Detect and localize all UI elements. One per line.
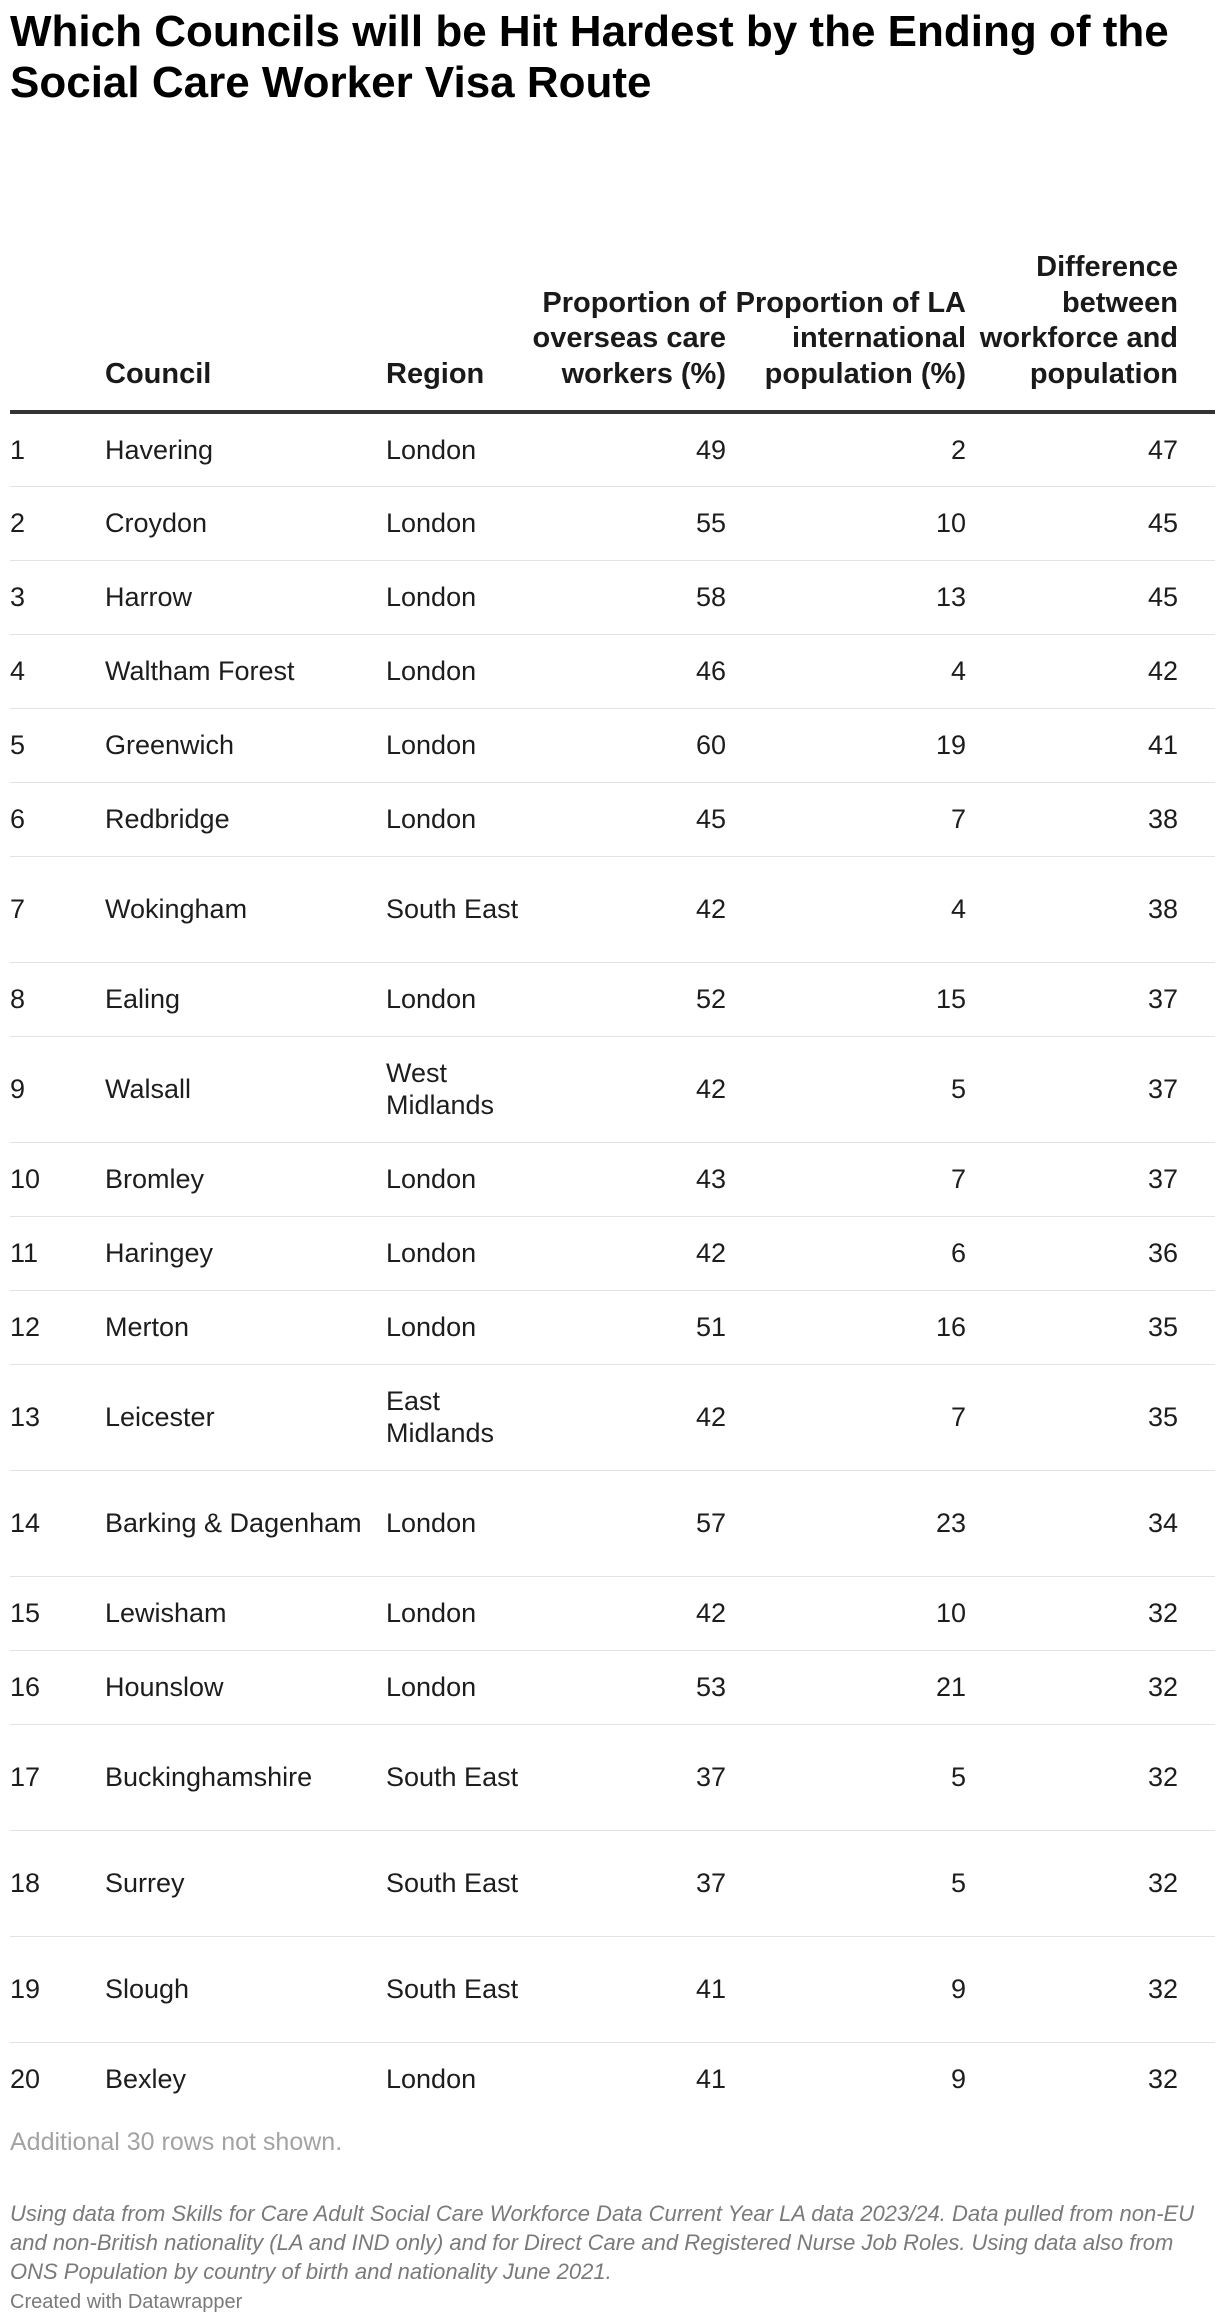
row-spacer xyxy=(1178,708,1215,782)
table-row xyxy=(10,1036,1215,1142)
international-population-cell: 9 xyxy=(950,2064,966,2095)
rank-cell: 14 xyxy=(10,1470,105,1576)
council-cell: Hounslow xyxy=(105,1650,386,1724)
region-cell: London xyxy=(386,708,526,782)
international-population-cell: 9 xyxy=(726,1936,966,2042)
difference-cell: 32 xyxy=(966,1724,1178,1830)
council-cell: Walsall xyxy=(105,1036,386,1142)
international-population-cell: 16 xyxy=(726,1290,966,1364)
region-cell: London xyxy=(386,1576,526,1650)
difference-cell: 37 xyxy=(966,962,1178,1036)
table-row xyxy=(10,486,1215,560)
header-region: Region xyxy=(386,158,526,412)
rank-cell: 12 xyxy=(10,1290,105,1364)
rank-cell: 20 xyxy=(10,2064,41,2095)
international-population-cell: 2 xyxy=(726,412,966,486)
overseas-care-workers-cell: 52 xyxy=(526,962,726,1036)
table-row xyxy=(10,708,1215,782)
region-cell: London xyxy=(386,1290,526,1364)
overseas-care-workers-cell: 49 xyxy=(526,412,726,486)
international-population-cell: 15 xyxy=(726,962,966,1036)
region-cell: London xyxy=(386,1470,526,1576)
rank-cell: 9 xyxy=(10,1036,105,1142)
overseas-care-workers-cell: 42 xyxy=(526,1036,726,1142)
difference-cell: 42 xyxy=(966,634,1178,708)
overseas-care-workers-cell: 43 xyxy=(526,1142,726,1216)
council-cell: Bromley xyxy=(105,1142,386,1216)
council-cell: Greenwich xyxy=(105,708,386,782)
region-cell: London xyxy=(386,782,526,856)
difference-cell: 45 xyxy=(966,486,1178,560)
rank-cell: 3 xyxy=(10,560,105,634)
table-row xyxy=(10,1650,1215,1724)
rank-cell: 19 xyxy=(10,1936,105,2042)
row-spacer xyxy=(1178,2042,1215,2116)
table-row xyxy=(10,1830,1215,1936)
international-population-cell: 5 xyxy=(726,1724,966,1830)
international-population-cell: 10 xyxy=(726,1576,966,1650)
council-cell: Bexley xyxy=(105,2064,187,2095)
difference-cell: 45 xyxy=(966,560,1178,634)
council-cell: Redbridge xyxy=(105,782,386,856)
council-cell: Harrow xyxy=(105,560,386,634)
region-cell: London xyxy=(386,2064,477,2095)
row-spacer xyxy=(1178,412,1215,486)
row-spacer xyxy=(1178,856,1215,962)
difference-cell: 36 xyxy=(966,1216,1178,1290)
overseas-care-workers-cell: 37 xyxy=(526,1830,726,1936)
table-row xyxy=(10,1142,1215,1216)
international-population-cell: 5 xyxy=(726,1830,966,1936)
difference-cell: 32 xyxy=(966,1830,1178,1936)
international-population-cell: 23 xyxy=(726,1470,966,1576)
table-row xyxy=(10,560,1215,634)
overseas-care-workers-cell: 58 xyxy=(526,560,726,634)
international-population-cell: 4 xyxy=(726,634,966,708)
rank-cell: 5 xyxy=(10,708,105,782)
table-header-row xyxy=(10,158,1215,412)
international-population-cell: 7 xyxy=(726,1142,966,1216)
row-spacer xyxy=(1178,1142,1215,1216)
international-population-cell: 7 xyxy=(726,1364,966,1470)
row-spacer xyxy=(1178,782,1215,856)
table-row xyxy=(10,1364,1215,1470)
header-overseas-care-workers: Proportion of overseas care workers (%) xyxy=(526,158,726,412)
international-population-cell: 4 xyxy=(726,856,966,962)
region-cell: London xyxy=(386,1650,526,1724)
council-cell: Haringey xyxy=(105,1216,386,1290)
overseas-care-workers-cell: 41 xyxy=(695,2064,726,2095)
international-population-cell: 7 xyxy=(726,782,966,856)
table-row xyxy=(10,1576,1215,1650)
region-cell: London xyxy=(386,962,526,1036)
rank-cell: 8 xyxy=(10,962,105,1036)
row-spacer xyxy=(1178,1830,1215,1936)
international-population-cell: 13 xyxy=(726,560,966,634)
council-cell: Croydon xyxy=(105,486,386,560)
council-cell: Leicester xyxy=(105,1364,386,1470)
council-cell: Lewisham xyxy=(105,1576,386,1650)
region-cell: London xyxy=(386,1142,526,1216)
region-cell: London xyxy=(386,412,526,486)
rank-cell: 16 xyxy=(10,1650,105,1724)
overseas-care-workers-cell: 42 xyxy=(526,1216,726,1290)
region-cell: London xyxy=(386,560,526,634)
table-row xyxy=(10,1724,1215,1830)
region-cell: South East xyxy=(386,856,526,962)
region-cell: London xyxy=(386,486,526,560)
row-spacer xyxy=(1178,1036,1215,1142)
difference-cell: 38 xyxy=(966,782,1178,856)
overseas-care-workers-cell: 60 xyxy=(526,708,726,782)
row-spacer xyxy=(1178,634,1215,708)
row-spacer xyxy=(1178,962,1215,1036)
international-population-cell: 19 xyxy=(726,708,966,782)
rank-cell: 13 xyxy=(10,1364,105,1470)
overseas-care-workers-cell: 42 xyxy=(526,856,726,962)
rank-cell: 10 xyxy=(10,1142,105,1216)
region-cell: South East xyxy=(386,1936,526,2042)
table-row xyxy=(10,962,1215,1036)
council-cell: Waltham Forest xyxy=(105,634,386,708)
international-population-cell: 5 xyxy=(726,1036,966,1142)
table-row xyxy=(10,1216,1215,1290)
region-cell: West Midlands xyxy=(386,1036,526,1142)
overseas-care-workers-cell: 41 xyxy=(526,1936,726,2042)
overseas-care-workers-cell: 42 xyxy=(526,1576,726,1650)
rank-cell: 1 xyxy=(10,412,105,486)
overseas-care-workers-cell: 37 xyxy=(526,1724,726,1830)
row-spacer xyxy=(1178,560,1215,634)
council-cell: Merton xyxy=(105,1290,386,1364)
data-table xyxy=(10,158,1215,2116)
row-spacer xyxy=(1178,1724,1215,1830)
rank-cell: 18 xyxy=(10,1830,105,1936)
row-spacer xyxy=(1178,486,1215,560)
overseas-care-workers-cell: 57 xyxy=(526,1470,726,1576)
difference-cell: 37 xyxy=(966,1036,1178,1142)
rank-cell: 6 xyxy=(10,782,105,856)
row-spacer xyxy=(1178,1470,1215,1576)
rank-cell: 11 xyxy=(10,1216,105,1290)
datawrapper-credit: Created with Datawrapper xyxy=(10,2291,243,2313)
table-body xyxy=(10,412,1215,2116)
table-row xyxy=(10,1470,1215,1576)
region-cell: London xyxy=(386,634,526,708)
rows-not-shown-note: Additional 30 rows not shown. xyxy=(10,2128,343,2156)
row-spacer xyxy=(1178,1936,1215,2042)
council-cell: Barking & Dagenham xyxy=(105,1470,386,1576)
council-cell: Ealing xyxy=(105,962,386,1036)
international-population-cell: 21 xyxy=(726,1650,966,1724)
difference-cell: 35 xyxy=(966,1290,1178,1364)
difference-cell: 34 xyxy=(966,1470,1178,1576)
difference-cell: 41 xyxy=(966,708,1178,782)
difference-cell: 35 xyxy=(966,1364,1178,1470)
header-international-population: Proportion of LA international population (%) xyxy=(726,158,966,412)
row-spacer xyxy=(1178,1290,1215,1364)
difference-cell: 37 xyxy=(966,1142,1178,1216)
header-rank xyxy=(10,158,105,412)
council-cell: Buckinghamshire xyxy=(105,1724,386,1830)
rank-cell: 4 xyxy=(10,634,105,708)
difference-cell: 32 xyxy=(966,1650,1178,1724)
region-cell: London xyxy=(386,1216,526,1290)
overseas-care-workers-cell: 55 xyxy=(526,486,726,560)
header-council: Council xyxy=(105,158,386,412)
overseas-care-workers-cell: 53 xyxy=(526,1650,726,1724)
region-cell: East Midlands xyxy=(386,1364,526,1470)
table-row xyxy=(10,782,1215,856)
overseas-care-workers-cell: 46 xyxy=(526,634,726,708)
overseas-care-workers-cell: 42 xyxy=(526,1364,726,1470)
council-cell: Havering xyxy=(105,412,386,486)
table-row xyxy=(10,1290,1215,1364)
difference-cell: 32 xyxy=(966,1576,1178,1650)
table-row xyxy=(10,1936,1215,2042)
region-cell: South East xyxy=(386,1830,526,1936)
row-spacer xyxy=(1178,1576,1215,1650)
international-population-cell: 10 xyxy=(726,486,966,560)
chart-title: Which Councils will be Hit Hardest by the Ending of the Social Care Worker Visa Route xyxy=(10,7,1169,107)
international-population-cell: 6 xyxy=(726,1216,966,1290)
source-notes: Using data from Skills for Care Adult Social Care Workforce Data Current Year LA data 2023/24. Data pulled from non-EU and non-British nationality (LA and IND only) and for Direct Care and Registered Nurse Job Roles. Using data also from ONS Population by country of birth and nationality June 2021. xyxy=(10,2201,1195,2284)
rank-cell: 15 xyxy=(10,1576,105,1650)
rank-cell: 7 xyxy=(10,856,105,962)
table-row xyxy=(10,856,1215,962)
difference-cell: 32 xyxy=(1147,2064,1178,2095)
overseas-care-workers-cell: 51 xyxy=(526,1290,726,1364)
row-spacer xyxy=(1178,1216,1215,1290)
header-difference: Difference between workforce and population xyxy=(966,158,1178,412)
rank-cell: 17 xyxy=(10,1724,105,1830)
table-row xyxy=(10,412,1215,486)
difference-cell: 47 xyxy=(966,412,1178,486)
difference-cell: 38 xyxy=(966,856,1178,962)
region-cell: South East xyxy=(386,1724,526,1830)
rank-cell: 2 xyxy=(10,486,105,560)
table-row xyxy=(10,634,1215,708)
row-spacer xyxy=(1178,1650,1215,1724)
overseas-care-workers-cell: 45 xyxy=(526,782,726,856)
difference-cell: 32 xyxy=(966,1936,1178,2042)
council-cell: Slough xyxy=(105,1936,386,2042)
council-cell: Surrey xyxy=(105,1830,386,1936)
council-cell: Wokingham xyxy=(105,856,386,962)
table-row xyxy=(10,2042,1215,2116)
row-spacer xyxy=(1178,1364,1215,1470)
header-spacer xyxy=(1178,158,1215,412)
